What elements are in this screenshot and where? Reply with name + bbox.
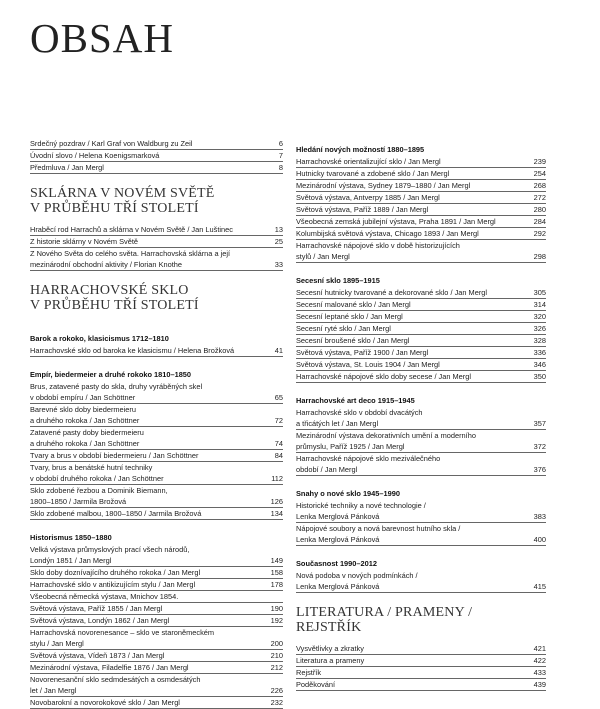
- toc-entry-page: 226: [267, 685, 283, 697]
- toc-entry-title: Mezinárodní výstava dekorativních umění a moderního průmyslu, Paříž 1925 / Jan Mergl: [296, 430, 530, 453]
- toc-entry-title: Mezinárodní výstava, Sydney 1879–1880 / Jan Mergl: [296, 180, 530, 192]
- toc-entry-page: 8: [267, 162, 283, 174]
- toc-entry-page: 320: [530, 311, 546, 323]
- toc-entry[interactable]: [30, 615, 283, 627]
- toc-entry-page: 6: [267, 138, 283, 150]
- toc-entry-page: 254: [530, 168, 546, 180]
- toc-entry-title: Brus, zatavené pasty do skla, druhy vyráběných skel v období empíru / Jan Schöttner: [30, 381, 267, 404]
- toc-entry[interactable]: [30, 404, 283, 427]
- toc-entry[interactable]: [296, 156, 546, 168]
- toc-entry-title: Světová výstava, Paříž 1900 / Jan Mergl: [296, 347, 530, 359]
- toc-entry[interactable]: [30, 450, 283, 462]
- period-heading: Empír, biedermeier a druhé rokoko 1810–1850: [30, 370, 192, 379]
- toc-entry[interactable]: [30, 508, 283, 520]
- toc-entry-page: 346: [530, 359, 546, 371]
- toc-entry-page: 305: [530, 287, 546, 299]
- toc-entry[interactable]: [296, 667, 546, 679]
- toc-entry-page: 232: [267, 697, 283, 709]
- toc-entry[interactable]: [30, 485, 283, 508]
- toc-entry[interactable]: [296, 643, 546, 655]
- toc-entry-title: Poděkování: [296, 679, 530, 691]
- toc-entry[interactable]: [30, 138, 283, 150]
- toc-entry-title: Z historie sklárny v Novém Světě: [30, 236, 267, 248]
- toc-entry[interactable]: [296, 299, 546, 311]
- page-title: OBSAH: [30, 15, 174, 61]
- toc-entry-page: 280: [530, 204, 546, 216]
- period-heading: Hledání nových možností 1880–1895: [296, 145, 425, 154]
- toc-entry-title: Světová výstava, Antverpy 1885 / Jan Mergl: [296, 192, 530, 204]
- toc-entry[interactable]: [296, 180, 546, 192]
- period-heading: Barok a rokoko, klasicismus 1712–1810: [30, 334, 169, 343]
- toc-entry[interactable]: [30, 462, 283, 485]
- toc-entry[interactable]: [30, 345, 283, 357]
- toc-entry-page: 158: [267, 567, 283, 579]
- toc-entry-page: 74: [267, 438, 283, 450]
- toc-left-column: [30, 138, 283, 709]
- toc-entry-title: Z Nového Světa do celého světa. Harrachovská sklárna a její mezinárodní obchodní aktivity / Florian Knothe: [30, 248, 267, 271]
- toc-entry-title: Tvary, brus a benátské hutní techniky v období druhého rokoka / Jan Schöttner: [30, 462, 267, 485]
- toc-entry-title: Úvodní slovo / Helena Koenigsmarková: [30, 150, 267, 162]
- toc-entry-title: Všeobecná zemská jubilejní výstava, Praha 1891 / Jan Mergl: [296, 216, 530, 228]
- toc-entry[interactable]: [296, 655, 546, 667]
- toc-entry[interactable]: [296, 323, 546, 335]
- toc-entry[interactable]: [30, 650, 283, 662]
- period-heading: Současnost 1990–2012: [296, 559, 377, 568]
- toc-entry-title: Sklo doby doznívajícího druhého rokoka / Jan Mergl: [30, 567, 267, 579]
- toc-entry[interactable]: [30, 567, 283, 579]
- toc-entry-title: Zatavené pasty doby biedermeieru a druhého rokoka / Jan Schöttner: [30, 427, 267, 450]
- toc-entry-title: Světová výstava, Vídeň 1873 / Jan Mergl: [30, 650, 267, 662]
- toc-entry[interactable]: [30, 591, 283, 603]
- toc-entry-page: 126: [267, 496, 283, 508]
- period-heading: Snahy o nové sklo 1945–1990: [296, 489, 400, 498]
- toc-entry-title: Novobarokní a novorokokové sklo / Jan Mergl: [30, 697, 267, 709]
- toc-entry-page: 422: [530, 655, 546, 667]
- toc-entry-title: Vysvětlivky a zkratky: [296, 643, 530, 655]
- toc-entry-title: Harrachovské nápojové sklo doby secese / Jan Mergl: [296, 371, 530, 383]
- toc-entry-title: Harrachovské sklo v antikizujícím stylu / Jan Mergl: [30, 579, 267, 591]
- toc-entry-title: Kolumbijská světová výstava, Chicago 1893 / Jan Mergl: [296, 228, 530, 240]
- toc-entry[interactable]: [296, 500, 546, 523]
- toc-entry-title: Světová výstava, St. Louis 1904 / Jan Mergl: [296, 359, 530, 371]
- toc-entry-page: 41: [267, 345, 283, 357]
- toc-entry-page: 25: [267, 236, 283, 248]
- toc-entry[interactable]: [296, 168, 546, 180]
- toc-entry-title: Secesní leptané sklo / Jan Mergl: [296, 311, 530, 323]
- section-heading: LITERATURA / PRAMENY / REJSTŘÍK: [296, 605, 473, 635]
- toc-entry-title: Velká výstava průmyslových prací všech národů, Londýn 1851 / Jan Mergl: [30, 544, 267, 567]
- toc-entry-page: 33: [267, 259, 283, 271]
- toc-entry-page: 336: [530, 347, 546, 359]
- toc-entry-title: Hutnicky tvarované a zdobené sklo / Jan Mergl: [296, 168, 530, 180]
- toc-entry[interactable]: [30, 248, 283, 271]
- toc-entry-page: 326: [530, 323, 546, 335]
- toc-entry[interactable]: [296, 335, 546, 347]
- toc-entry-page: 272: [530, 192, 546, 204]
- toc-entry-title: Srdečný pozdrav / Karl Graf von Waldburg zu Zeil: [30, 138, 267, 150]
- toc-entry-title: Světová výstava, Paříž 1889 / Jan Mergl: [296, 204, 530, 216]
- toc-entry[interactable]: [30, 150, 283, 162]
- toc-entry-page: 400: [530, 534, 546, 546]
- toc-entry-title: Harrachovské nápojové sklo v době historizujících stylů / Jan Mergl: [296, 240, 530, 263]
- toc-entry[interactable]: [296, 453, 546, 476]
- toc-entry-title: Harrachovské orientalizující sklo / Jan Mergl: [296, 156, 530, 168]
- toc-entry-page: 200: [267, 638, 283, 650]
- toc-entry-title: Světová výstava, Paříž 1855 / Jan Mergl: [30, 603, 267, 615]
- toc-entry[interactable]: [296, 430, 546, 453]
- toc-entry[interactable]: [30, 162, 283, 174]
- toc-entry[interactable]: [296, 204, 546, 216]
- toc-entry-page: 383: [530, 511, 546, 523]
- toc-entry[interactable]: [30, 381, 283, 404]
- toc-entry[interactable]: [296, 228, 546, 240]
- toc-entry-page: 190: [267, 603, 283, 615]
- toc-entry-title: Harrachovské sklo od baroka ke klasicismu / Helena Brožková: [30, 345, 267, 357]
- toc-right-column: [296, 138, 546, 691]
- toc-entry-page: 357: [530, 418, 546, 430]
- toc-entry[interactable]: [296, 371, 546, 383]
- toc-entry-title: Harrachovské sklo v období dvacátých a třicátých let / Jan Mergl: [296, 407, 530, 430]
- toc-entry-page: 439: [530, 679, 546, 691]
- toc-entry-title: Harrachovská novorenesance – sklo ve staroněmeckém stylu / Jan Mergl: [30, 627, 267, 650]
- toc-entry-title: Secesní ryté sklo / Jan Mergl: [296, 323, 530, 335]
- toc-entry-page: 210: [267, 650, 283, 662]
- toc-entry-page: 112: [267, 473, 283, 485]
- toc-entry[interactable]: [296, 287, 546, 299]
- toc-entry-page: 192: [267, 615, 283, 627]
- toc-entry-title: Mezinárodní výstava, Filadelfie 1876 / Jan Mergl: [30, 662, 267, 674]
- period-heading: Secesní sklo 1895–1915: [296, 276, 380, 285]
- toc-entry[interactable]: [30, 236, 283, 248]
- toc-entry-title: Literatura a prameny: [296, 655, 530, 667]
- toc-entry[interactable]: [30, 662, 283, 674]
- toc-entry[interactable]: [296, 240, 546, 263]
- toc-entry-title: Barevné sklo doby biedermeieru a druhého rokoka / Jan Schöttner: [30, 404, 267, 427]
- toc-entry[interactable]: [30, 579, 283, 591]
- toc-entry-page: 314: [530, 299, 546, 311]
- toc-entry-title: Historické techniky a nové technologie / Lenka Merglová Pánková: [296, 500, 530, 523]
- toc-entry[interactable]: [30, 544, 283, 567]
- toc-entry[interactable]: [296, 679, 546, 691]
- toc-entry[interactable]: [30, 427, 283, 450]
- toc-entry[interactable]: [30, 697, 283, 709]
- toc-entry-title: Všeobecná německá výstava, Mnichov 1854.: [30, 591, 267, 603]
- toc-entry-page: 421: [530, 643, 546, 655]
- toc-entry-page: 433: [530, 667, 546, 679]
- toc-entry-page: 268: [530, 180, 546, 192]
- toc-entry[interactable]: [296, 570, 546, 593]
- toc-entry[interactable]: [30, 603, 283, 615]
- toc-entry[interactable]: [296, 523, 546, 546]
- toc-entry-page: 372: [530, 441, 546, 453]
- period-heading: Historismus 1850–1880: [30, 533, 112, 542]
- toc-entry-page: 13: [267, 224, 283, 236]
- toc-entry-title: Hraběcí rod Harrachů a sklárna v Novém Světě / Jan Luštinec: [30, 224, 267, 236]
- toc-entry-title: Nová podoba v nových podmínkách / Lenka Merglová Pánková: [296, 570, 530, 593]
- toc-entry-page: 415: [530, 581, 546, 593]
- toc-entry[interactable]: [30, 627, 283, 650]
- toc-entry-page: 239: [530, 156, 546, 168]
- toc-entry-page: 376: [530, 464, 546, 476]
- toc-entry[interactable]: [296, 192, 546, 204]
- toc-entry-title: Novorenesanční sklo sedmdesátých a osmdesátých let / Jan Mergl: [30, 674, 267, 697]
- toc-entry-title: Secesní hutnicky tvarované a dekorované sklo / Jan Mergl: [296, 287, 530, 299]
- toc-entry[interactable]: [296, 311, 546, 323]
- toc-entry-page: 298: [530, 251, 546, 263]
- toc-entry-page: 72: [267, 415, 283, 427]
- toc-entry-title: Harrachovské nápojové sklo meziválečného období / Jan Mergl: [296, 453, 530, 476]
- toc-entry-title: Sklo zdobené řezbou a Dominik Biemann, 1800–1850 / Jarmila Brožová: [30, 485, 267, 508]
- toc-entry-page: 134: [267, 508, 283, 520]
- toc-entry-page: 178: [267, 579, 283, 591]
- section-heading: HARRACHOVSKÉ SKLO V PRŮBĚHU TŘÍ STOLETÍ: [30, 283, 199, 313]
- toc-entry[interactable]: [30, 224, 283, 236]
- toc-entry-title: Tvary a brus v období biedermeieru / Jan Schöttner: [30, 450, 267, 462]
- toc-entry[interactable]: [30, 674, 283, 697]
- toc-entry-page: 7: [267, 150, 283, 162]
- toc-entry-title: Předmluva / Jan Mergl: [30, 162, 267, 174]
- toc-entry[interactable]: [296, 359, 546, 371]
- toc-entry[interactable]: [296, 216, 546, 228]
- period-heading: Harrachovské art deco 1915–1945: [296, 396, 415, 405]
- toc-entry-page: 212: [267, 662, 283, 674]
- toc-entry-page: 328: [530, 335, 546, 347]
- toc-entry-title: Rejstřík: [296, 667, 530, 679]
- toc-entry-title: Secesní malované sklo / Jan Mergl: [296, 299, 530, 311]
- toc-entry-page: 65: [267, 392, 283, 404]
- toc-entry-page: 149: [267, 555, 283, 567]
- toc-entry-page: 84: [267, 450, 283, 462]
- toc-entry-title: Sklo zdobené malbou, 1800–1850 / Jarmila Brožová: [30, 508, 267, 520]
- toc-entry-page: 284: [530, 216, 546, 228]
- toc-entry[interactable]: [296, 347, 546, 359]
- toc-entry-title: Světová výstava, Londýn 1862 / Jan Mergl: [30, 615, 267, 627]
- toc-entry-page: 350: [530, 371, 546, 383]
- toc-entry[interactable]: [296, 407, 546, 430]
- toc-entry-title: Nápojové soubory a nová barevnost hutního skla / Lenka Merglová Pánková: [296, 523, 530, 546]
- toc-entry-page: 292: [530, 228, 546, 240]
- section-heading: SKLÁRNA V NOVÉM SVĚTĚ V PRŮBĚHU TŘÍ STOLETÍ: [30, 186, 215, 216]
- toc-entry-title: Secesní broušené sklo / Jan Mergl: [296, 335, 530, 347]
